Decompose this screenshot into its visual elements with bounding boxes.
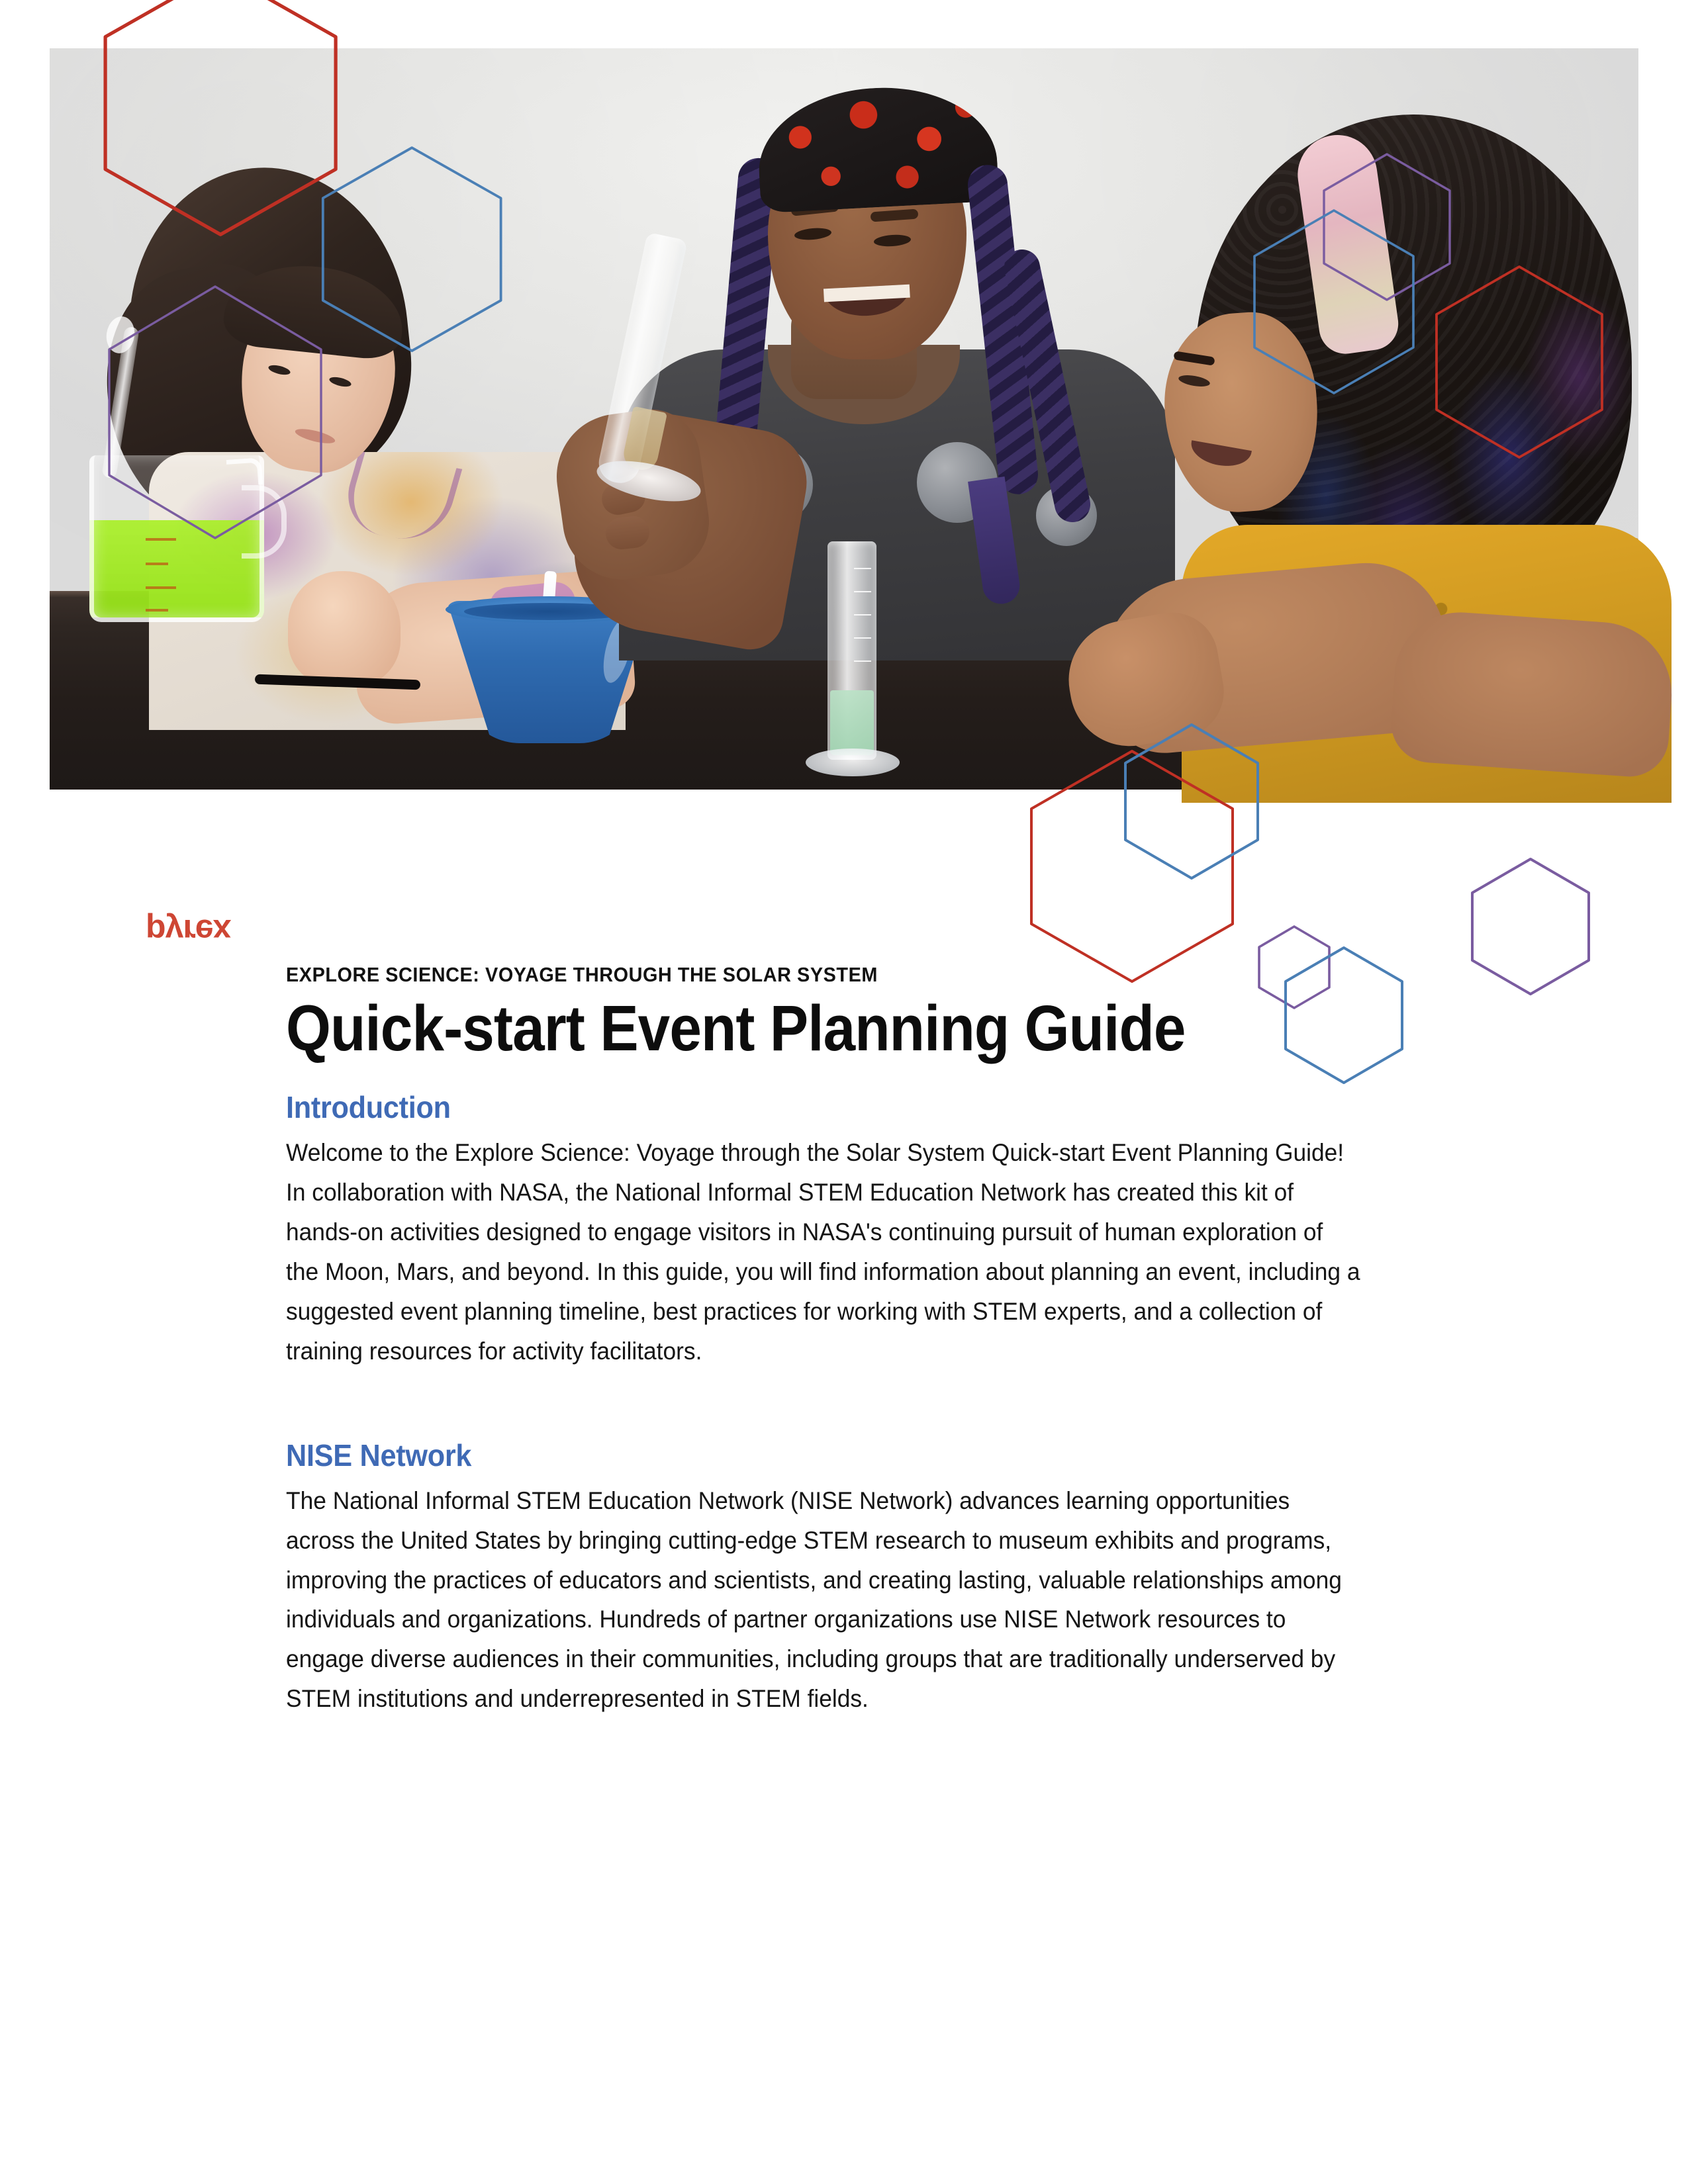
hero-photo bbox=[50, 48, 1638, 950]
kit-name-eyebrow: EXPLORE SCIENCE: VOYAGE THROUGH THE SOLAR SYSTEM bbox=[286, 963, 878, 986]
section-spacer bbox=[286, 1407, 1471, 1437]
subject-center-girl bbox=[626, 48, 1168, 644]
section-introduction bbox=[286, 1089, 1471, 1371]
section-nise-network bbox=[286, 1437, 1471, 1719]
right-girl-arm bbox=[1388, 608, 1676, 780]
pyrex-brand-label: pyrex bbox=[146, 913, 231, 950]
section-body-introduction: Welcome to the Explore Science: Voyage through the Solar System Quick-start Event Planning Guide! In collaboration with NASA, the National Informal STEM Education Network has created this kit of hands-on activities designed to engage visitors in NASA's continuing pursuit of human exploration of the Moon, Mars, and beyond. In this guide, you will find information about planning an event, including a suggested event planning timeline, best practices for working with STEM experts, and a collection of training resources for activity facilitators. bbox=[286, 1139, 1360, 1365]
red-floral-headwrap bbox=[755, 82, 1000, 214]
section-body-nise-network: The National Informal STEM Education Network (NISE Network) advances learning opportunities across the United States by bringing cutting-edge STEM research to museum exhibits and programs, improving the practices of educators and scientists, and creating lasting, valuable relationships among individuals and organizations. Hundreds of partner organizations use NISE Network resources to engage diverse audiences in their communities, including groups that are traditionally underserved by STEM institutions and underrepresented in STEM fields. bbox=[286, 1486, 1342, 1713]
photo-scene bbox=[50, 48, 1638, 950]
graduated-cylinder-base bbox=[806, 749, 900, 776]
section-heading-introduction: Introduction bbox=[286, 1090, 451, 1124]
section-heading-nise-network: NISE Network bbox=[286, 1437, 472, 1473]
document-body bbox=[286, 963, 1471, 1754]
page-title: Quick-start Event Planning Guide bbox=[286, 992, 1186, 1064]
graduated-cylinder-liquid bbox=[830, 690, 874, 755]
beaker-spout bbox=[226, 457, 263, 487]
subject-right-girl bbox=[1115, 114, 1698, 776]
left-girl-fist bbox=[288, 571, 401, 687]
